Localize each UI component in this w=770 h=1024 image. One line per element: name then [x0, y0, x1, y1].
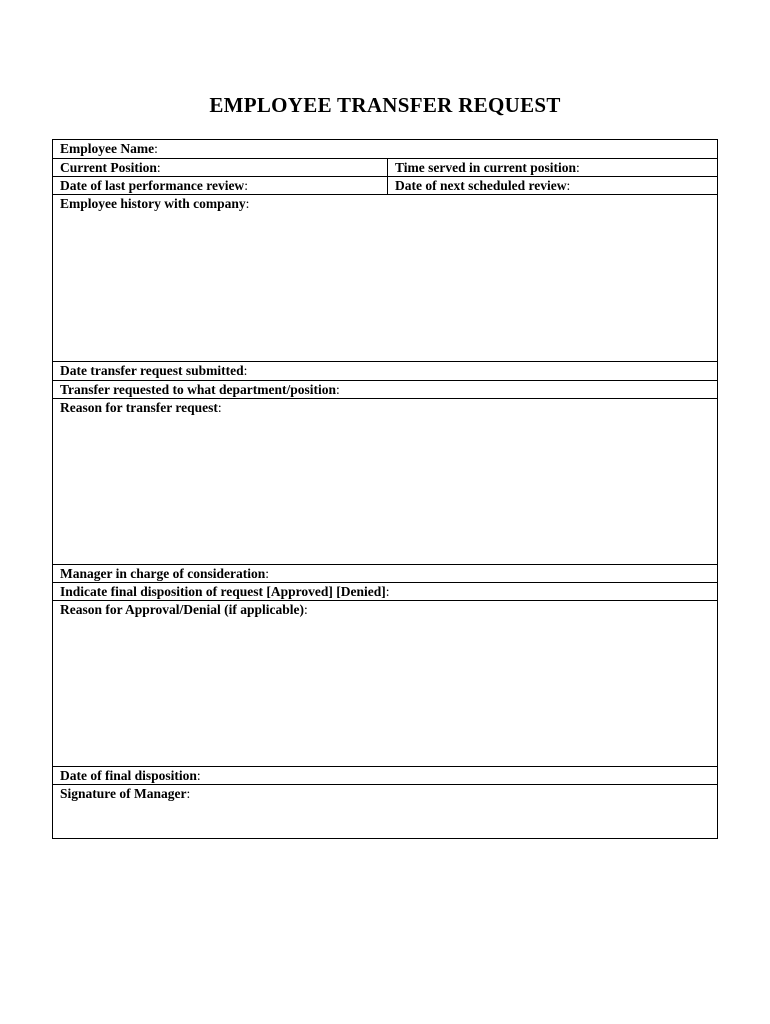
field-final-disposition[interactable] — [53, 583, 717, 600]
row-transfer-reason — [53, 399, 717, 565]
form-title: EMPLOYEE TRANSFER REQUEST — [209, 93, 561, 117]
field-label: Employee history with company — [60, 196, 246, 211]
row-employee-name — [53, 140, 717, 159]
field-label: Reason for transfer request — [60, 400, 218, 415]
field-label: Date of final disposition — [60, 768, 197, 783]
row-transfer-destination — [53, 381, 717, 399]
transfer-request-form-table — [52, 139, 718, 839]
field-approval-denial-reason[interactable] — [53, 601, 717, 766]
row-current-position — [53, 159, 717, 177]
field-last-performance-review-date[interactable] — [53, 177, 387, 194]
row-manager-signature — [53, 785, 717, 838]
field-label: Transfer requested to what department/position — [60, 382, 336, 397]
field-manager-in-charge[interactable] — [53, 565, 717, 582]
field-colon: : — [186, 786, 191, 801]
field-current-position[interactable] — [53, 159, 387, 176]
row-approval-denial-reason — [53, 601, 717, 767]
row-final-disposition-date — [53, 767, 717, 785]
row-manager-consideration — [53, 565, 717, 583]
field-colon: : — [217, 400, 222, 415]
field-colon: : — [385, 584, 390, 599]
row-final-disposition — [53, 583, 717, 601]
field-label: Current Position — [60, 160, 157, 175]
row-date-submitted — [53, 362, 717, 381]
field-transfer-department-position[interactable] — [53, 381, 717, 398]
field-colon: : — [243, 363, 248, 378]
field-employee-name[interactable] — [53, 140, 717, 158]
field-colon: : — [154, 141, 158, 156]
field-colon: : — [265, 566, 269, 581]
field-label: Indicate final disposition of request [Approved] [Denied] — [60, 584, 386, 599]
field-colon: : — [196, 768, 201, 783]
field-label: Manager in charge of consideration — [60, 566, 266, 581]
row-employee-history — [53, 195, 717, 362]
field-employee-history[interactable] — [53, 195, 717, 361]
field-colon: : — [304, 602, 308, 617]
field-label: Reason for Approval/Denial (if applicable) — [60, 602, 305, 617]
field-colon: : — [244, 178, 248, 193]
field-colon: : — [336, 382, 340, 397]
field-time-served[interactable] — [387, 159, 717, 176]
field-final-disposition-date[interactable] — [53, 767, 717, 784]
field-colon: : — [245, 196, 250, 211]
field-label: Employee Name — [60, 141, 155, 156]
field-label: Signature of Manager — [60, 786, 187, 801]
field-label: Date of next scheduled review — [394, 178, 567, 193]
field-manager-signature[interactable] — [53, 785, 717, 838]
field-colon: : — [156, 160, 161, 175]
row-review-dates — [53, 177, 717, 195]
field-label: Date transfer request submitted — [60, 363, 244, 378]
field-date-request-submitted[interactable] — [53, 362, 717, 380]
field-next-scheduled-review-date[interactable] — [387, 177, 717, 194]
field-label: Date of last performance review — [60, 178, 245, 193]
field-colon: : — [566, 178, 571, 193]
field-transfer-reason[interactable] — [53, 399, 717, 564]
field-colon: : — [575, 160, 580, 175]
field-label: Time served in current position — [394, 160, 576, 175]
